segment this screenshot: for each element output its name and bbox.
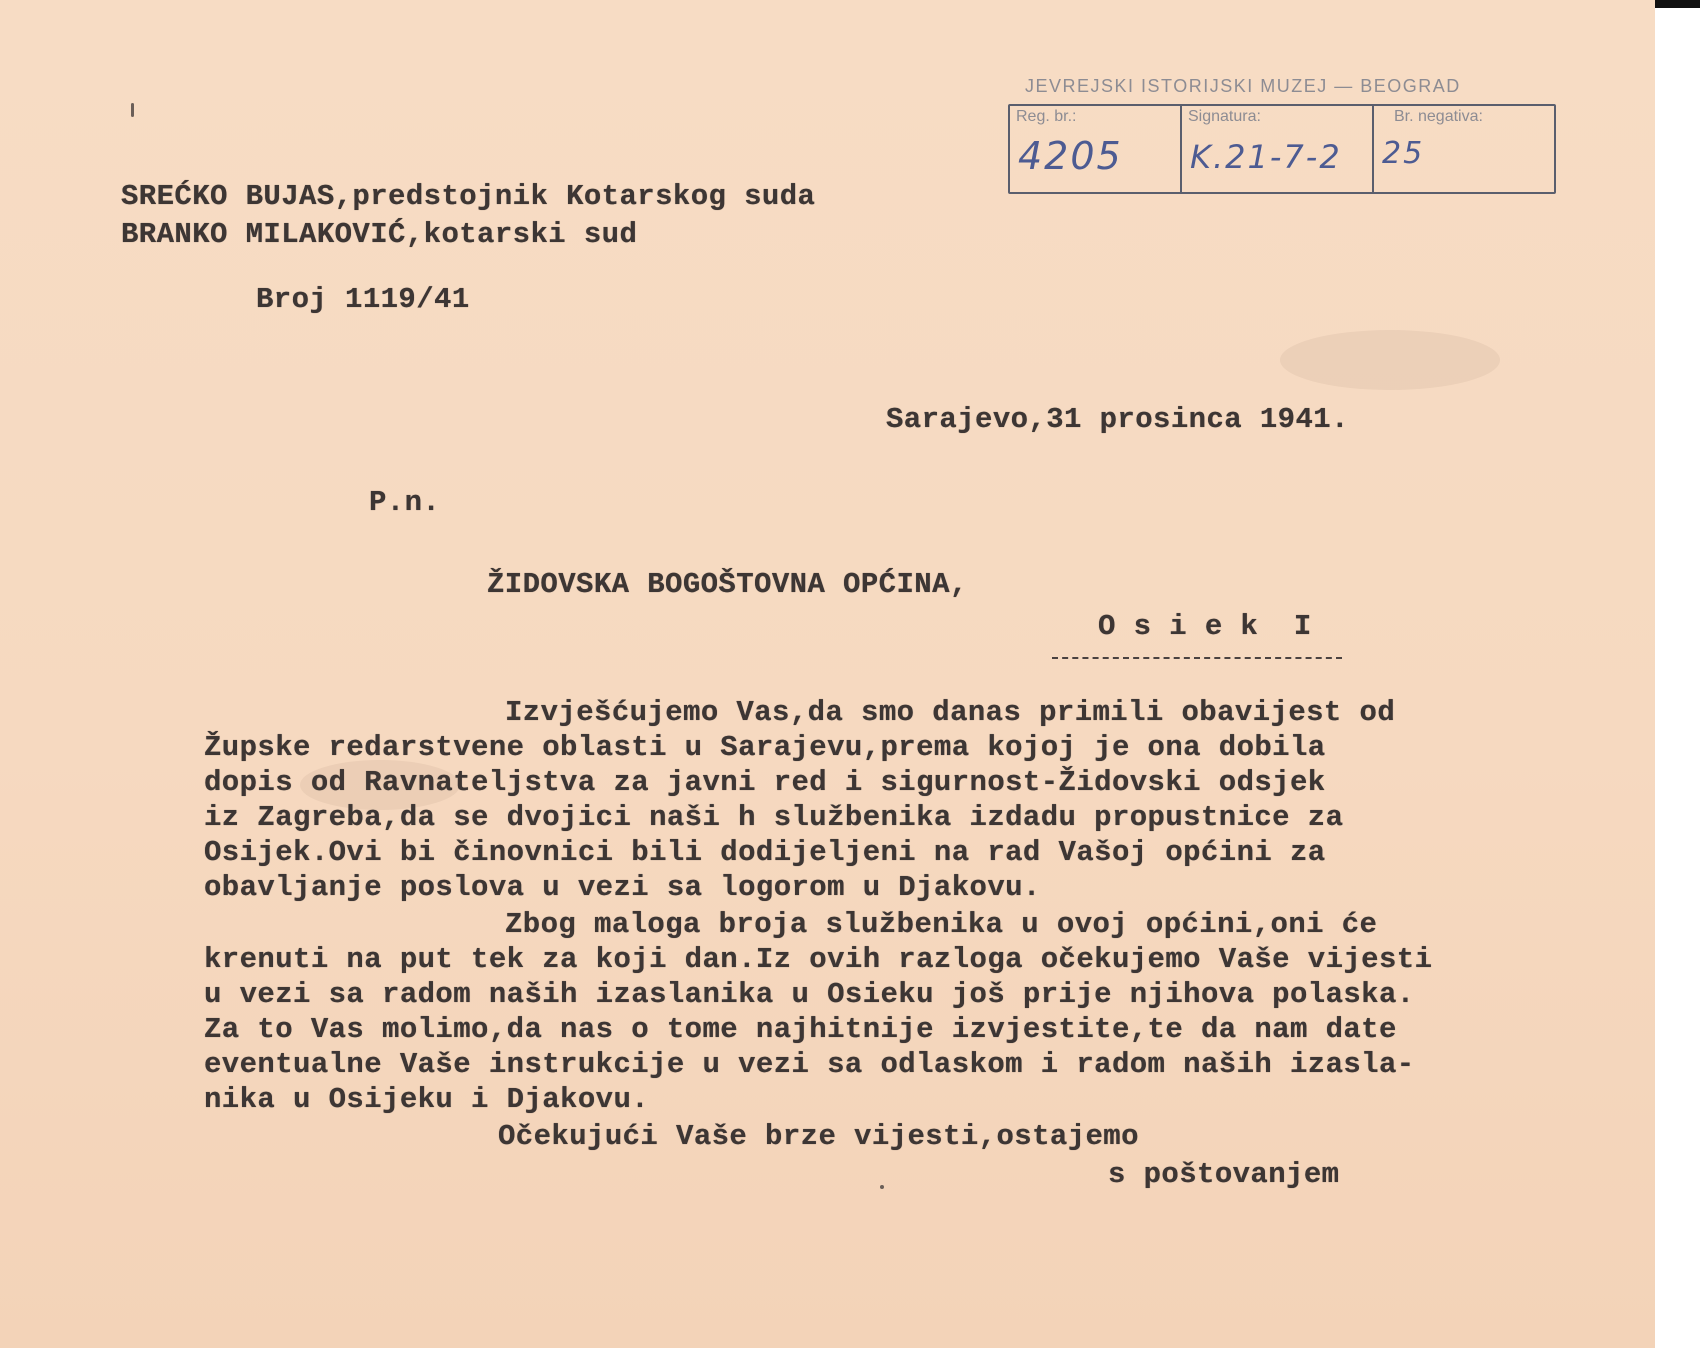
stamp-reg-label: Reg. br.: <box>1016 108 1077 125</box>
recipient-name: ŽIDOVSKA BOGOŠTOVNA OPĆINA, <box>487 568 968 601</box>
body-line: Zbog maloga broja službenika u ovoj općini,oni će <box>505 908 1378 941</box>
body-line: iz Zagreba,da se dvojici naši h službenika izdadu propustnice za <box>204 801 1344 834</box>
paper-stain <box>1280 330 1500 390</box>
city-underline <box>1052 657 1342 659</box>
body-line: Župske redarstvene oblasti u Sarajevu,prema kojoj je ona dobila <box>204 731 1326 764</box>
body-line: Izvješćujemo Vas,da smo danas primili obavijest od <box>505 696 1396 729</box>
closing-salutation: s poštovanjem <box>1108 1158 1340 1191</box>
stamp-negative-cell <box>1374 106 1552 192</box>
scan-edge <box>1655 0 1700 8</box>
body-line: Osijek.Ovi bi činovnici bili dodijeljeni na rad Vašoj općini za <box>204 836 1326 869</box>
body-line: nika u Osijeku i Djakovu. <box>204 1083 650 1116</box>
body-line: u vezi sa radom naših izaslanika u Osieku još prije njihova polaska. <box>204 978 1415 1011</box>
body-line: obavljanje poslova u vezi sa logorom u Djakovu. <box>204 871 1041 904</box>
reference-number: Broj 1119/41 <box>256 283 470 316</box>
stamp-header: JEVREJSKI ISTORIJSKI MUZEJ — BEOGRAD <box>1025 76 1461 96</box>
stamp-reg-value: 4205 <box>1018 134 1123 178</box>
stamp-negative-label: Br. negativa: <box>1394 108 1483 125</box>
pn-salutation: P.n. <box>369 486 441 519</box>
recipient-city: O s i e k I <box>1098 610 1312 643</box>
body-line: krenuti na put tek za koji dan.Iz ovih razloga očekujemo Vaše vijesti <box>204 943 1433 976</box>
body-line: Za to Vas molimo,da nas o tome najhitnije izvjestite,te da nam date <box>204 1013 1397 1046</box>
stamp-reg-cell <box>1010 106 1180 192</box>
stamp-negative-value: 25 <box>1382 136 1425 171</box>
ink-speck <box>880 1185 884 1189</box>
stamp-signature-value: K.21-7-2 <box>1190 138 1342 176</box>
ink-speck <box>131 103 134 117</box>
stamp-signature-label: Signatura: <box>1188 108 1261 125</box>
stamp-signature-cell <box>1182 106 1372 192</box>
archive-stamp <box>1008 104 1556 194</box>
sender-line-2: BRANKO MILAKOVIĆ,kotarski sud <box>121 218 638 251</box>
body-line: eventualne Vaše instrukcije u vezi sa odlaskom i radom naših izasla- <box>204 1048 1415 1081</box>
place-date: Sarajevo,31 prosinca 1941. <box>886 403 1349 436</box>
body-line: dopis od Ravnateljstva za javni red i sigurnost-Židovski odsjek <box>204 766 1326 799</box>
sender-line-1: SREĆKO BUJAS,predstojnik Kotarskog suda <box>121 180 816 213</box>
closing-line: Očekujući Vaše brze vijesti,ostajemo <box>498 1120 1139 1153</box>
